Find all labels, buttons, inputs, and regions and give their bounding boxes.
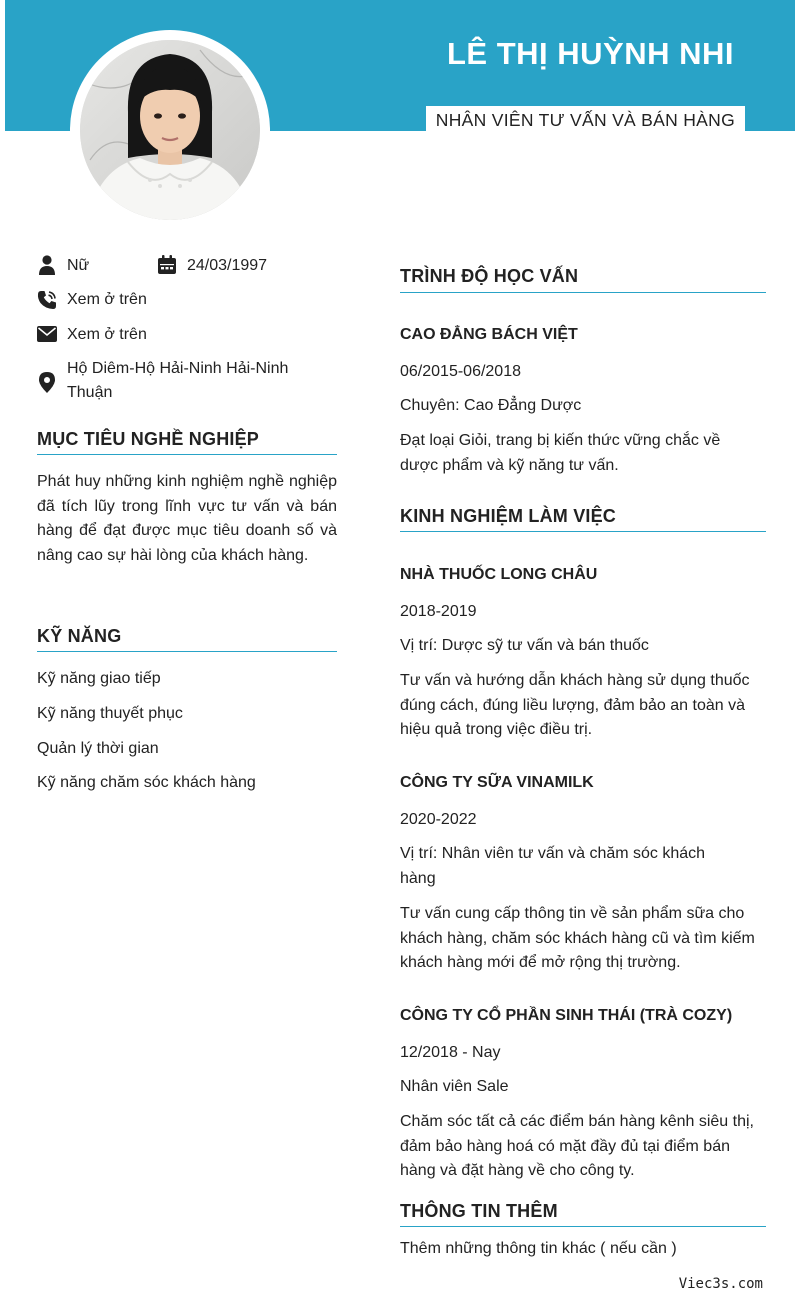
birthday-value: 24/03/1997 (187, 257, 268, 274)
experience-divider (400, 531, 766, 532)
skill-item: Kỹ năng thuyết phục (37, 705, 183, 722)
additional-text: Thêm những thông tin khác ( nếu cần ) (400, 1240, 677, 1257)
envelope-icon (37, 326, 57, 342)
job-description: Chăm sóc tất cả các điểm bán hàng kênh siêu thị, đảm bảo hàng hoá có mặt đầy đủ tại điểm bán hàng và đặt hàng về cho công ty. (400, 1113, 754, 1179)
footer-brand: Viec3s.com (678, 1276, 763, 1292)
job-company: NHÀ THUỐC LONG CHÂU (400, 566, 598, 583)
job-company: CÔNG TY CỔ PHẦN SINH THÁI (TRÀ COZY) (400, 1007, 733, 1024)
skills-divider (37, 651, 337, 652)
education-period: 06/2015-06/2018 (400, 363, 521, 380)
calendar-icon (157, 255, 177, 275)
additional-divider (400, 1226, 766, 1227)
job-period: 12/2018 - Nay (400, 1044, 501, 1061)
email-value: Xem ở trên (67, 326, 147, 343)
skill-item: Kỹ năng giao tiếp (37, 670, 161, 687)
phone-value: Xem ở trên (67, 291, 147, 308)
job-company: CÔNG TY SỮA VINAMILK (400, 774, 594, 791)
job-position: Vị trí: Nhân viên tư vấn và chăm sóc khách hàng (400, 845, 706, 887)
job-period: 2020-2022 (400, 811, 477, 828)
job-position: Vị trí: Dược sỹ tư vấn và bán thuốc (400, 637, 649, 654)
job-period: 2018-2019 (400, 603, 477, 620)
candidate-name: LÊ THỊ HUỲNH NHI (447, 36, 734, 71)
experience-heading: KINH NGHIỆM LÀM VIỆC (400, 506, 617, 526)
skill-item: Quản lý thời gian (37, 740, 159, 757)
skill-item: Kỹ năng chăm sóc khách hàng (37, 774, 256, 791)
address-value: Hộ Diêm-Hộ Hải-Ninh Hải-Ninh Thuận (67, 360, 289, 401)
gender-value: Nữ (67, 257, 90, 274)
objective-text: Phát huy những kinh nghiệm nghề nghiệp đã tích lũy trong lĩnh vực tư vấn và bán hàng để đạt được mục tiêu doanh số và nâng cao sự hài lòng của khách hàng. (37, 473, 337, 564)
job-description: Tư vấn và hướng dẫn khách hàng sử dụng thuốc đúng cách, đúng liều lượng, đảm bảo an toàn và hiệu quả trong việc điều trị. (400, 672, 750, 738)
job-position: Nhân viên Sale (400, 1078, 509, 1095)
objective-heading: MỤC TIÊU NGHỀ NGHIỆP (37, 429, 260, 449)
location-pin-icon (39, 372, 55, 393)
avatar (80, 40, 260, 220)
education-school: CAO ĐẲNG BÁCH VIỆT (400, 326, 578, 343)
education-major: Chuyên: Cao Đẳng Dược (400, 397, 582, 414)
education-description: Đạt loại Giỏi, trang bị kiến thức vững chắc về dược phẩm và kỹ năng tư vấn. (400, 432, 721, 474)
person-icon (38, 255, 56, 275)
phone-icon (37, 290, 57, 310)
skills-heading: KỸ NĂNG (37, 626, 122, 646)
job-title: NHÂN VIÊN TƯ VẤN VÀ BÁN HÀNG (426, 106, 745, 134)
education-divider (400, 292, 766, 293)
job-description: Tư vấn cung cấp thông tin về sản phẩm sữa cho khách hàng, chăm sóc khách hàng cũ và tìm kiếm khách hàng mới để mở rộng thị trường. (400, 905, 755, 971)
avatar-photo (80, 40, 260, 220)
objective-divider (37, 454, 337, 455)
education-heading: TRÌNH ĐỘ HỌC VẤN (400, 266, 579, 286)
additional-heading: THÔNG TIN THÊM (400, 1201, 558, 1221)
